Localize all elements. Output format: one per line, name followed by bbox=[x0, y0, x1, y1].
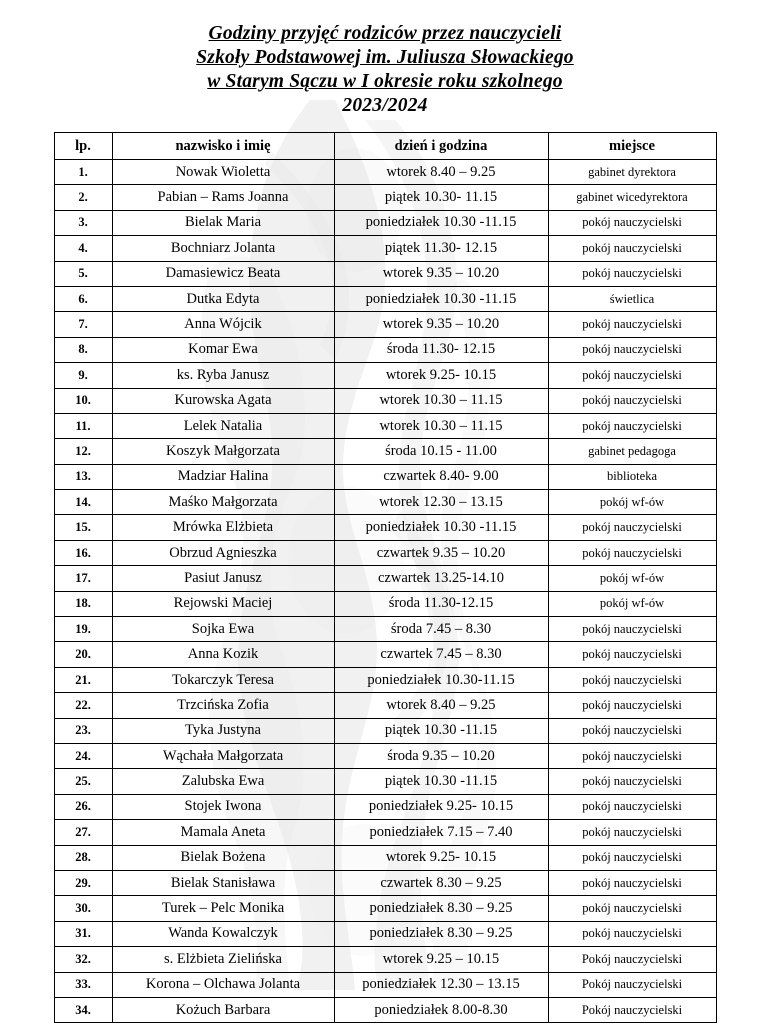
table-row bbox=[54, 236, 716, 261]
row-index-cell: 6. bbox=[54, 286, 112, 311]
table-row bbox=[54, 160, 716, 185]
place-cell: pokój wf-ów bbox=[548, 566, 716, 591]
teacher-name-cell: Korona – Olchawa Jolanta bbox=[112, 972, 334, 997]
place-cell: pokój nauczycielski bbox=[548, 236, 716, 261]
teacher-name-cell: Kurowska Agata bbox=[112, 388, 334, 413]
row-index-cell: 9. bbox=[54, 363, 112, 388]
table-row bbox=[54, 591, 716, 616]
day-and-time-cell: wtorek 8.40 – 9.25 bbox=[334, 160, 548, 185]
title-line-4: 2023/2024 bbox=[342, 95, 428, 116]
teacher-name-cell: Wanda Kowalczyk bbox=[112, 921, 334, 946]
table-row bbox=[54, 693, 716, 718]
day-and-time-cell: środa 9.35 – 10.20 bbox=[334, 743, 548, 768]
day-and-time-cell: poniedziałek 10.30-11.15 bbox=[334, 667, 548, 692]
row-index-cell: 14. bbox=[54, 490, 112, 515]
place-cell: pokój nauczycielski bbox=[548, 261, 716, 286]
place-cell: pokój nauczycielski bbox=[548, 210, 716, 235]
row-index-cell: 17. bbox=[54, 566, 112, 591]
table-row bbox=[54, 921, 716, 946]
row-index-cell: 18. bbox=[54, 591, 112, 616]
day-and-time-cell: poniedziałek 8.30 – 9.25 bbox=[334, 896, 548, 921]
place-cell: pokój nauczycielski bbox=[548, 540, 716, 565]
column-header-place: miejsce bbox=[548, 133, 716, 160]
place-cell: pokój nauczycielski bbox=[548, 845, 716, 870]
teacher-name-cell: Komar Ewa bbox=[112, 337, 334, 362]
row-index-cell: 19. bbox=[54, 617, 112, 642]
place-cell: pokój nauczycielski bbox=[548, 363, 716, 388]
table-row bbox=[54, 210, 716, 235]
day-and-time-cell: wtorek 9.25 – 10.15 bbox=[334, 947, 548, 972]
row-index-cell: 12. bbox=[54, 439, 112, 464]
place-cell: pokój wf-ów bbox=[548, 490, 716, 515]
teacher-name-cell: Pasiut Janusz bbox=[112, 566, 334, 591]
row-index-cell: 8. bbox=[54, 337, 112, 362]
place-cell: Pokój nauczycielski bbox=[548, 997, 716, 1022]
place-cell: pokój nauczycielski bbox=[548, 337, 716, 362]
table-row bbox=[54, 413, 716, 438]
teacher-name-cell: Tyka Justyna bbox=[112, 718, 334, 743]
place-cell: pokój nauczycielski bbox=[548, 743, 716, 768]
row-index-cell: 33. bbox=[54, 972, 112, 997]
day-and-time-cell: wtorek 10.30 – 11.15 bbox=[334, 413, 548, 438]
place-cell: świetlica bbox=[548, 286, 716, 311]
place-cell: pokój wf-ów bbox=[548, 591, 716, 616]
day-and-time-cell: czwartek 8.30 – 9.25 bbox=[334, 870, 548, 895]
row-index-cell: 1. bbox=[54, 160, 112, 185]
place-cell: pokój nauczycielski bbox=[548, 718, 716, 743]
row-index-cell: 31. bbox=[54, 921, 112, 946]
teacher-name-cell: Damasiewicz Beata bbox=[112, 261, 334, 286]
table-row bbox=[54, 490, 716, 515]
place-cell: gabinet dyrektora bbox=[548, 160, 716, 185]
day-and-time-cell: poniedziałek 10.30 -11.15 bbox=[334, 286, 548, 311]
teacher-name-cell: s. Elżbieta Zielińska bbox=[112, 947, 334, 972]
table-row bbox=[54, 337, 716, 362]
teacher-name-cell: Stojek Iwona bbox=[112, 794, 334, 819]
teacher-name-cell: Lelek Natalia bbox=[112, 413, 334, 438]
table-row bbox=[54, 312, 716, 337]
day-and-time-cell: poniedziałek 8.00-8.30 bbox=[334, 997, 548, 1022]
teacher-name-cell: Sojka Ewa bbox=[112, 617, 334, 642]
table-row bbox=[54, 972, 716, 997]
table-row bbox=[54, 794, 716, 819]
teacher-name-cell: Pabian – Rams Joanna bbox=[112, 185, 334, 210]
title-line-2: Szkoły Podstawowej im. Juliusza Słowackiego bbox=[196, 47, 574, 68]
day-and-time-cell: środa 11.30- 12.15 bbox=[334, 337, 548, 362]
table-row bbox=[54, 769, 716, 794]
teacher-name-cell: Anna Wójcik bbox=[112, 312, 334, 337]
table-header-row bbox=[54, 133, 716, 160]
teacher-name-cell: Bielak Bożena bbox=[112, 845, 334, 870]
row-index-cell: 16. bbox=[54, 540, 112, 565]
row-index-cell: 3. bbox=[54, 210, 112, 235]
title-line-3: w Starym Sączu w I okresie roku szkolnego bbox=[207, 71, 563, 92]
day-and-time-cell: wtorek 9.25- 10.15 bbox=[334, 363, 548, 388]
day-and-time-cell: wtorek 10.30 – 11.15 bbox=[334, 388, 548, 413]
row-index-cell: 28. bbox=[54, 845, 112, 870]
table-row bbox=[54, 617, 716, 642]
teacher-name-cell: ks. Ryba Janusz bbox=[112, 363, 334, 388]
day-and-time-cell: wtorek 9.35 – 10.20 bbox=[334, 312, 548, 337]
teacher-name-cell: Nowak Wioletta bbox=[112, 160, 334, 185]
row-index-cell: 24. bbox=[54, 743, 112, 768]
place-cell: pokój nauczycielski bbox=[548, 693, 716, 718]
teacher-name-cell: Kożuch Barbara bbox=[112, 997, 334, 1022]
table-row bbox=[54, 515, 716, 540]
column-header-name: nazwisko i imię bbox=[112, 133, 334, 160]
place-cell: pokój nauczycielski bbox=[548, 388, 716, 413]
place-cell: biblioteka bbox=[548, 464, 716, 489]
row-index-cell: 5. bbox=[54, 261, 112, 286]
teacher-name-cell: Bielak Stanisława bbox=[112, 870, 334, 895]
teacher-name-cell: Wąchała Małgorzata bbox=[112, 743, 334, 768]
table-row bbox=[54, 566, 716, 591]
teacher-name-cell: Dutka Edyta bbox=[112, 286, 334, 311]
row-index-cell: 2. bbox=[54, 185, 112, 210]
place-cell: pokój nauczycielski bbox=[548, 870, 716, 895]
table-row bbox=[54, 997, 716, 1022]
table-row bbox=[54, 363, 716, 388]
teacher-name-cell: Turek – Pelc Monika bbox=[112, 896, 334, 921]
column-header-lp: lp. bbox=[54, 133, 112, 160]
document-title bbox=[0, 0, 770, 118]
table-row bbox=[54, 896, 716, 921]
row-index-cell: 7. bbox=[54, 312, 112, 337]
row-index-cell: 34. bbox=[54, 997, 112, 1022]
day-and-time-cell: poniedziałek 7.15 – 7.40 bbox=[334, 820, 548, 845]
day-and-time-cell: piątek 10.30- 11.15 bbox=[334, 185, 548, 210]
day-and-time-cell: wtorek 12.30 – 13.15 bbox=[334, 490, 548, 515]
row-index-cell: 25. bbox=[54, 769, 112, 794]
row-index-cell: 11. bbox=[54, 413, 112, 438]
table-row bbox=[54, 185, 716, 210]
day-and-time-cell: poniedziałek 9.25- 10.15 bbox=[334, 794, 548, 819]
table-row bbox=[54, 947, 716, 972]
place-cell: pokój nauczycielski bbox=[548, 921, 716, 946]
table-row bbox=[54, 540, 716, 565]
teacher-name-cell: Zalubska Ewa bbox=[112, 769, 334, 794]
row-index-cell: 20. bbox=[54, 642, 112, 667]
day-and-time-cell: czwartek 9.35 – 10.20 bbox=[334, 540, 548, 565]
teacher-name-cell: Madziar Halina bbox=[112, 464, 334, 489]
row-index-cell: 15. bbox=[54, 515, 112, 540]
table-row bbox=[54, 261, 716, 286]
row-index-cell: 27. bbox=[54, 820, 112, 845]
day-and-time-cell: środa 10.15 - 11.00 bbox=[334, 439, 548, 464]
day-and-time-cell: czwartek 7.45 – 8.30 bbox=[334, 642, 548, 667]
place-cell: pokój nauczycielski bbox=[548, 312, 716, 337]
day-and-time-cell: piątek 10.30 -11.15 bbox=[334, 718, 548, 743]
table-row bbox=[54, 870, 716, 895]
day-and-time-cell: czwartek 8.40- 9.00 bbox=[334, 464, 548, 489]
place-cell: pokój nauczycielski bbox=[548, 769, 716, 794]
table-row bbox=[54, 820, 716, 845]
place-cell: Pokój nauczycielski bbox=[548, 947, 716, 972]
day-and-time-cell: środa 11.30-12.15 bbox=[334, 591, 548, 616]
day-and-time-cell: wtorek 9.25- 10.15 bbox=[334, 845, 548, 870]
teacher-name-cell: Rejowski Maciej bbox=[112, 591, 334, 616]
teacher-name-cell: Mrówka Elżbieta bbox=[112, 515, 334, 540]
place-cell: Pokój nauczycielski bbox=[548, 972, 716, 997]
teacher-name-cell: Maśko Małgorzata bbox=[112, 490, 334, 515]
row-index-cell: 26. bbox=[54, 794, 112, 819]
teacher-name-cell: Bochniarz Jolanta bbox=[112, 236, 334, 261]
day-and-time-cell: środa 7.45 – 8.30 bbox=[334, 617, 548, 642]
row-index-cell: 21. bbox=[54, 667, 112, 692]
place-cell: pokój nauczycielski bbox=[548, 642, 716, 667]
day-and-time-cell: piątek 11.30- 12.15 bbox=[334, 236, 548, 261]
place-cell: pokój nauczycielski bbox=[548, 896, 716, 921]
table-row bbox=[54, 388, 716, 413]
table-row bbox=[54, 642, 716, 667]
row-index-cell: 29. bbox=[54, 870, 112, 895]
teacher-name-cell: Obrzud Agnieszka bbox=[112, 540, 334, 565]
day-and-time-cell: wtorek 9.35 – 10.20 bbox=[334, 261, 548, 286]
day-and-time-cell: poniedziałek 8.30 – 9.25 bbox=[334, 921, 548, 946]
place-cell: pokój nauczycielski bbox=[548, 617, 716, 642]
table-row bbox=[54, 667, 716, 692]
row-index-cell: 4. bbox=[54, 236, 112, 261]
table-row bbox=[54, 439, 716, 464]
table-row bbox=[54, 464, 716, 489]
day-and-time-cell: poniedziałek 10.30 -11.15 bbox=[334, 515, 548, 540]
day-and-time-cell: piątek 10.30 -11.15 bbox=[334, 769, 548, 794]
place-cell: pokój nauczycielski bbox=[548, 820, 716, 845]
teacher-name-cell: Koszyk Małgorzata bbox=[112, 439, 334, 464]
consultation-hours-table bbox=[54, 132, 717, 1023]
teacher-name-cell: Trzcińska Zofia bbox=[112, 693, 334, 718]
day-and-time-cell: poniedziałek 10.30 -11.15 bbox=[334, 210, 548, 235]
table-row bbox=[54, 845, 716, 870]
day-and-time-cell: czwartek 13.25-14.10 bbox=[334, 566, 548, 591]
column-header-time: dzień i godzina bbox=[334, 133, 548, 160]
row-index-cell: 23. bbox=[54, 718, 112, 743]
place-cell: pokój nauczycielski bbox=[548, 413, 716, 438]
row-index-cell: 32. bbox=[54, 947, 112, 972]
row-index-cell: 22. bbox=[54, 693, 112, 718]
place-cell: gabinet pedagoga bbox=[548, 439, 716, 464]
place-cell: pokój nauczycielski bbox=[548, 515, 716, 540]
teacher-name-cell: Tokarczyk Teresa bbox=[112, 667, 334, 692]
day-and-time-cell: poniedziałek 12.30 – 13.15 bbox=[334, 972, 548, 997]
teacher-name-cell: Mamala Aneta bbox=[112, 820, 334, 845]
table-body bbox=[54, 160, 716, 1023]
place-cell: pokój nauczycielski bbox=[548, 667, 716, 692]
teacher-name-cell: Bielak Maria bbox=[112, 210, 334, 235]
row-index-cell: 10. bbox=[54, 388, 112, 413]
table-row bbox=[54, 718, 716, 743]
place-cell: gabinet wicedyrektora bbox=[548, 185, 716, 210]
table-row bbox=[54, 286, 716, 311]
day-and-time-cell: wtorek 8.40 – 9.25 bbox=[334, 693, 548, 718]
teacher-name-cell: Anna Kozik bbox=[112, 642, 334, 667]
title-line-1: Godziny przyjęć rodziców przez nauczycieli bbox=[208, 23, 562, 44]
row-index-cell: 13. bbox=[54, 464, 112, 489]
row-index-cell: 30. bbox=[54, 896, 112, 921]
table-row bbox=[54, 743, 716, 768]
place-cell: pokój nauczycielski bbox=[548, 794, 716, 819]
